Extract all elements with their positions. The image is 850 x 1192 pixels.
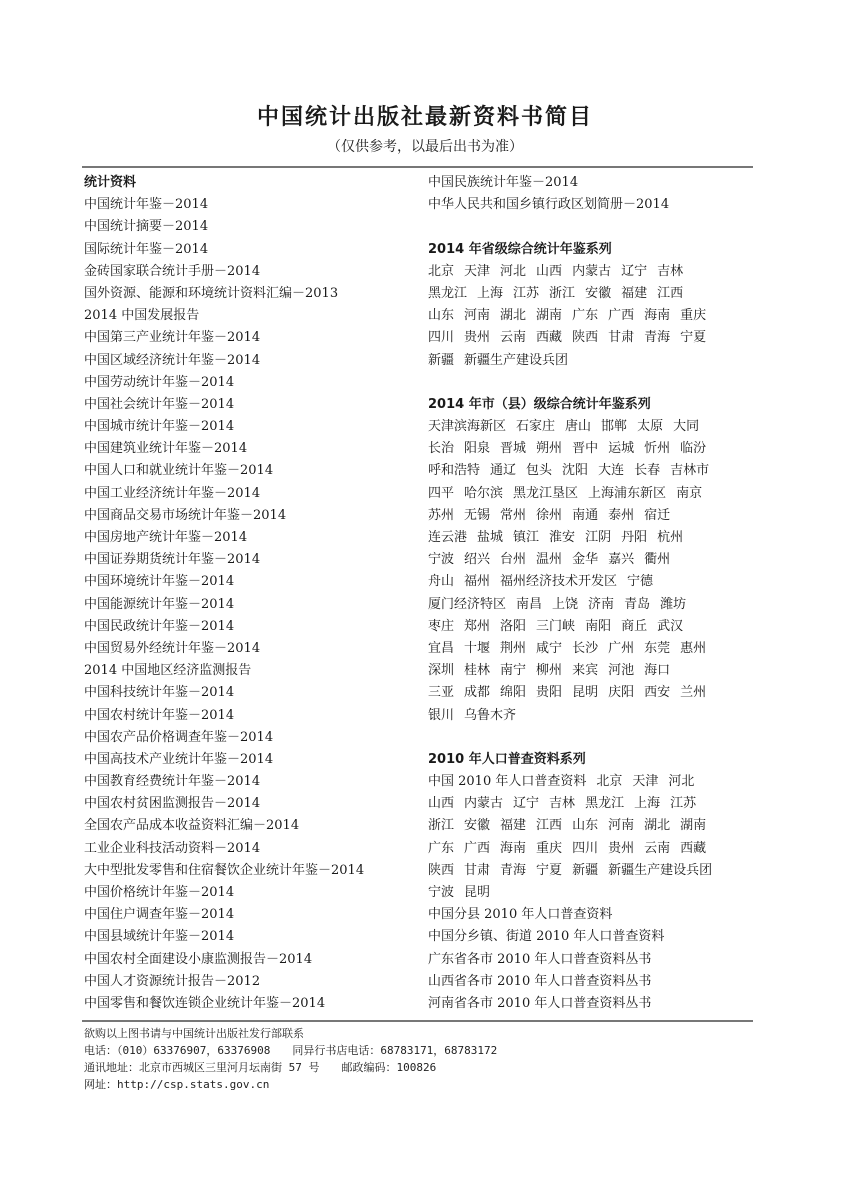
region-name: 宁德 xyxy=(627,574,654,590)
list-item: 中国商品交易市场统计年鉴－2014 xyxy=(84,507,287,523)
region-name: 台州 xyxy=(500,552,527,568)
region-name: 宁波 xyxy=(428,552,455,568)
region-row xyxy=(428,549,753,571)
list-item: 工业企业科技活动资料－2014 xyxy=(84,840,261,856)
region-name: 辽宁 xyxy=(513,796,540,812)
region-name: 广西 xyxy=(464,840,491,856)
region-name: 晋城 xyxy=(500,441,527,457)
list-item: 中国教育经费统计年鉴－2014 xyxy=(84,774,261,790)
region-row xyxy=(428,838,753,860)
region-name: 重庆 xyxy=(680,308,707,324)
list-item: 中国能源统计年鉴－2014 xyxy=(84,596,235,612)
region-name: 黑龙江垦区 xyxy=(513,485,579,501)
region-row xyxy=(428,882,753,904)
list-item: 中国社会统计年鉴－2014 xyxy=(84,396,235,412)
page-title: 中国统计出版社最新资料书简目 xyxy=(256,105,593,130)
region-name: 上饶 xyxy=(552,596,579,612)
list-item: 中国城市统计年鉴－2014 xyxy=(84,419,235,435)
region-name: 包头 xyxy=(526,463,553,479)
region-name: 上海 xyxy=(634,796,661,812)
region-name: 太原 xyxy=(637,419,664,435)
region-name: 枣庄 xyxy=(428,618,455,634)
list-item: 中国价格统计年鉴－2014 xyxy=(84,885,235,900)
region-name: 运城 xyxy=(608,441,635,457)
page-subtitle: （仅供参考，以最后出书为准） xyxy=(327,139,523,155)
region-name: 深圳 xyxy=(428,663,455,679)
region-name: 石家庄 xyxy=(516,419,556,435)
region-name: 内蒙古 xyxy=(464,796,504,812)
region-name: 泰州 xyxy=(608,507,635,523)
region-name: 天津 xyxy=(464,263,491,279)
region-name: 金华 xyxy=(572,552,599,568)
region-name: 福建 xyxy=(500,818,527,834)
region-row xyxy=(428,283,753,305)
list-item: 中国统计摘要－2014 xyxy=(84,219,209,235)
region-name: 海南 xyxy=(644,308,671,324)
website-line: 网址：http://csp.stats.gov.cn xyxy=(84,1078,270,1091)
region-name: 四川 xyxy=(572,840,599,856)
region-name: 天津 xyxy=(632,774,659,790)
region-name: 十堰 xyxy=(464,640,491,656)
region-name: 东莞 xyxy=(644,640,671,656)
region-row xyxy=(428,305,753,327)
region-name: 济南 xyxy=(588,596,615,612)
region-row xyxy=(428,815,753,837)
region-name: 长治 xyxy=(428,441,455,457)
region-name: 江苏 xyxy=(670,796,697,812)
region-name: 云南 xyxy=(644,840,671,856)
region-row xyxy=(428,660,753,682)
list-item: 中国分乡镇、街道 2010 年人口普查资料 xyxy=(428,929,665,945)
region-name: 河北 xyxy=(668,774,695,790)
region-name: 江西 xyxy=(657,285,684,301)
region-name: 广州 xyxy=(608,640,635,656)
region-name: 绍兴 xyxy=(464,552,491,568)
section-heading-provincial: 2014 年省级综合统计年鉴系列 xyxy=(428,241,612,257)
region-name: 呼和浩特 xyxy=(428,463,481,479)
region-name: 云南 xyxy=(500,330,527,346)
region-name: 天津滨海新区 xyxy=(428,419,507,435)
region-row xyxy=(428,327,753,349)
left-column xyxy=(84,172,414,1015)
provincial-list xyxy=(428,261,753,372)
region-name: 江阴 xyxy=(585,530,612,545)
region-name: 衢州 xyxy=(644,552,671,568)
region-name: 广东 xyxy=(428,840,455,856)
region-name: 山西 xyxy=(428,796,455,812)
list-item: 中国环境统计年鉴－2014 xyxy=(84,574,235,590)
region-row xyxy=(428,682,753,704)
region-name: 阳泉 xyxy=(464,441,491,457)
region-name: 福州经济技术开发区 xyxy=(500,574,618,590)
region-name: 南通 xyxy=(572,507,599,523)
region-name: 长沙 xyxy=(572,640,599,656)
region-name: 江西 xyxy=(536,818,563,834)
region-name: 贵阳 xyxy=(536,685,563,701)
region-row xyxy=(428,527,753,549)
region-name: 青海 xyxy=(644,330,671,346)
region-row xyxy=(428,438,753,460)
list-item: 广东省各市 2010 年人口普查资料丛书 xyxy=(428,951,652,967)
contact-footer xyxy=(84,1025,764,1093)
region-name: 厦门经济特区 xyxy=(428,596,507,612)
section-heading-census: 2010 年人口普查资料系列 xyxy=(428,751,586,767)
region-name: 沈阳 xyxy=(562,463,589,479)
list-item: 中国科技统计年鉴－2014 xyxy=(84,685,235,701)
region-name: 河南 xyxy=(464,308,491,324)
region-name: 潍坊 xyxy=(660,596,687,612)
region-name: 镇江 xyxy=(513,530,540,545)
region-name: 三亚 xyxy=(428,685,455,701)
region-name: 连云港 xyxy=(428,530,468,545)
region-name: 湖南 xyxy=(680,818,707,834)
region-name: 河池 xyxy=(608,663,635,679)
list-item: 中国农村贫困监测报告－2014 xyxy=(84,796,261,812)
list-item: 中国民族统计年鉴－2014 xyxy=(428,175,579,190)
region-name: 大同 xyxy=(673,419,700,435)
region-row xyxy=(428,261,753,283)
region-name: 宜昌 xyxy=(428,640,455,656)
region-name: 广东 xyxy=(572,308,599,324)
region-name: 杭州 xyxy=(657,530,684,545)
region-row xyxy=(428,483,753,505)
region-name: 大连 xyxy=(598,463,625,479)
region-name: 成都 xyxy=(464,685,491,701)
region-name: 上海 xyxy=(477,285,504,301)
list-item: 金砖国家联合统计手册－2014 xyxy=(84,263,261,279)
region-name: 西藏 xyxy=(680,840,707,856)
list-item: 中国农产品价格调查年鉴－2014 xyxy=(84,729,274,745)
region-row xyxy=(428,771,753,793)
region-name: 新疆 xyxy=(572,862,599,878)
right-column xyxy=(428,172,753,1015)
region-name: 唐山 xyxy=(565,419,592,435)
region-name: 西安 xyxy=(644,685,671,701)
region-name: 海口 xyxy=(644,663,671,679)
region-name: 海南 xyxy=(500,840,527,856)
region-name: 湖北 xyxy=(644,818,671,834)
region-name: 陕西 xyxy=(428,862,455,878)
region-name: 福建 xyxy=(621,285,648,301)
region-name: 银川 xyxy=(428,707,455,723)
region-row xyxy=(428,460,753,482)
region-name: 宁夏 xyxy=(680,330,707,346)
region-name: 甘肃 xyxy=(464,862,491,878)
region-name: 山东 xyxy=(572,818,599,834)
list-item: 中国人才资源统计报告－2012 xyxy=(84,973,261,989)
list-item: 中国县域统计年鉴－2014 xyxy=(84,929,235,945)
region-name: 丹阳 xyxy=(621,530,648,545)
region-name: 来宾 xyxy=(572,663,599,679)
region-name: 黑龙江 xyxy=(428,285,468,301)
bottom-divider xyxy=(82,1020,753,1022)
region-name: 四川 xyxy=(428,330,455,346)
list-item: 中国房地产统计年鉴－2014 xyxy=(84,530,248,545)
region-name: 吉林 xyxy=(657,263,684,279)
region-name: 苏州 xyxy=(428,507,455,523)
region-name: 临汾 xyxy=(680,441,707,457)
region-name: 惠州 xyxy=(680,640,707,656)
list-item: 大中型批发零售和住宿餐饮企业统计年鉴－2014 xyxy=(84,862,365,878)
region-name: 忻州 xyxy=(644,441,671,457)
region-name: 青海 xyxy=(500,862,527,878)
region-name: 四平 xyxy=(428,485,455,501)
region-name: 宁波 xyxy=(428,885,455,900)
phone-line: 电话：（010）63376907，63376908 同异行书店电话：68783171，68783172 xyxy=(84,1044,498,1057)
region-name: 晋中 xyxy=(572,441,599,457)
list-item: 全国农产品成本收益资料汇编－2014 xyxy=(84,818,300,834)
region-name: 兰州 xyxy=(680,685,707,701)
top-divider xyxy=(82,166,753,168)
region-row xyxy=(428,793,753,815)
region-name: 盐城 xyxy=(477,530,504,545)
list-item: 中国第三产业统计年鉴－2014 xyxy=(84,330,261,346)
region-name: 郑州 xyxy=(464,618,491,634)
region-name: 宁夏 xyxy=(536,862,563,878)
region-row xyxy=(428,571,753,593)
region-name: 北京 xyxy=(596,774,623,790)
book-list xyxy=(84,194,414,1015)
section-heading-statistics: 统计资料 xyxy=(84,175,137,190)
region-name: 嘉兴 xyxy=(608,552,635,568)
section-heading-city: 2014 年市（县）级综合统计年鉴系列 xyxy=(428,396,651,412)
region-name: 江苏 xyxy=(513,285,540,301)
region-name: 南昌 xyxy=(516,596,543,612)
region-name: 朔州 xyxy=(536,441,563,457)
region-name: 洛阳 xyxy=(500,618,527,634)
region-row xyxy=(428,616,753,638)
list-item: 山西省各市 2010 年人口普查资料丛书 xyxy=(428,973,652,989)
region-row xyxy=(428,416,753,438)
region-name: 邯郸 xyxy=(601,419,628,435)
region-name: 新疆生产建设兵团 xyxy=(464,352,569,368)
spacer xyxy=(428,727,753,749)
region-name: 三门峡 xyxy=(536,618,576,634)
region-name: 浙江 xyxy=(549,285,576,301)
list-item: 中国人口和就业统计年鉴－2014 xyxy=(84,463,274,479)
spacer xyxy=(428,372,753,394)
list-item: 中国农村全面建设小康监测报告－2014 xyxy=(84,951,313,967)
list-item: 2014 中国发展报告 xyxy=(84,308,200,324)
region-row xyxy=(428,860,753,882)
list-item: 中国统计年鉴－2014 xyxy=(84,197,209,213)
region-name: 湖南 xyxy=(536,308,563,324)
region-name: 广西 xyxy=(608,308,635,324)
list-item: 中国住户调查年鉴－2014 xyxy=(84,907,235,923)
region-name: 山西 xyxy=(536,263,563,279)
region-name: 无锡 xyxy=(464,507,491,523)
region-name: 武汉 xyxy=(657,618,684,634)
region-name: 吉林市 xyxy=(670,463,710,479)
region-name: 河南 xyxy=(608,818,635,834)
region-name: 绵阳 xyxy=(500,685,527,701)
region-name: 柳州 xyxy=(536,663,563,679)
region-name: 中国 2010 年人口普查资料 xyxy=(428,774,587,790)
list-item: 中国证券期货统计年鉴－2014 xyxy=(84,552,261,568)
region-row xyxy=(428,594,753,616)
spacer xyxy=(428,216,753,238)
list-item: 中国区域经济统计年鉴－2014 xyxy=(84,352,261,368)
census-book-list xyxy=(428,904,753,1015)
region-name: 乌鲁木齐 xyxy=(464,707,517,723)
region-name: 安徽 xyxy=(464,818,491,834)
region-name: 吉林 xyxy=(549,796,576,812)
region-name: 安徽 xyxy=(585,285,612,301)
list-item: 河南省各市 2010 年人口普查资料丛书 xyxy=(428,995,652,1011)
list-item: 中国劳动统计年鉴－2014 xyxy=(84,374,235,390)
list-item: 中国高技术产业统计年鉴－2014 xyxy=(84,751,274,767)
region-name: 贵州 xyxy=(608,840,635,856)
region-name: 贵州 xyxy=(464,330,491,346)
region-name: 荆州 xyxy=(500,640,527,656)
region-name: 重庆 xyxy=(536,840,563,856)
region-row xyxy=(428,638,753,660)
list-item: 中国建筑业统计年鉴－2014 xyxy=(84,441,248,457)
region-name: 山东 xyxy=(428,308,455,324)
region-row xyxy=(428,350,753,372)
census-region-list xyxy=(428,771,753,904)
region-name: 南京 xyxy=(676,485,703,501)
region-name: 西藏 xyxy=(536,330,563,346)
list-item: 中国农村统计年鉴－2014 xyxy=(84,707,235,723)
region-name: 桂林 xyxy=(464,663,491,679)
list-item: 中国分县 2010 年人口普查资料 xyxy=(428,907,613,923)
region-row xyxy=(428,505,753,527)
region-name: 庆阳 xyxy=(608,685,635,701)
region-name: 昆明 xyxy=(572,685,599,701)
region-name: 温州 xyxy=(536,552,563,568)
region-name: 福州 xyxy=(464,574,491,590)
region-name: 北京 xyxy=(428,263,455,279)
region-name: 淮安 xyxy=(549,530,576,545)
contact-line: 欲购以上图书请与中国统计出版社发行部联系 xyxy=(84,1027,304,1040)
region-name: 南阳 xyxy=(585,618,612,634)
region-name: 甘肃 xyxy=(608,330,635,346)
region-name: 昆明 xyxy=(464,885,491,900)
region-name: 青岛 xyxy=(624,596,651,612)
list-item: 中华人民共和国乡镇行政区划简册－2014 xyxy=(428,197,670,213)
region-name: 新疆生产建设兵团 xyxy=(608,862,713,878)
region-name: 辽宁 xyxy=(621,263,648,279)
region-name: 咸宁 xyxy=(536,640,563,656)
region-name: 通辽 xyxy=(490,463,517,479)
list-item: 国际统计年鉴－2014 xyxy=(84,241,209,257)
region-name: 新疆 xyxy=(428,352,455,368)
list-item: 中国零售和餐饮连锁企业统计年鉴－2014 xyxy=(84,995,326,1011)
region-name: 陕西 xyxy=(572,330,599,346)
city-list xyxy=(428,416,753,727)
region-name: 河北 xyxy=(500,263,527,279)
list-item: 中国贸易外经统计年鉴－2014 xyxy=(84,640,261,656)
region-name: 黑龙江 xyxy=(585,796,625,812)
region-name: 宿迁 xyxy=(644,507,671,523)
region-name: 舟山 xyxy=(428,574,455,590)
list-item: 中国工业经济统计年鉴－2014 xyxy=(84,485,261,501)
region-row xyxy=(428,705,753,727)
book-list-top xyxy=(428,172,753,216)
region-name: 长春 xyxy=(634,463,661,479)
region-name: 湖北 xyxy=(500,308,527,324)
list-item: 国外资源、能源和环境统计资料汇编－2013 xyxy=(84,285,339,301)
region-name: 内蒙古 xyxy=(572,263,612,279)
region-name: 常州 xyxy=(500,507,527,523)
list-item: 2014 中国地区经济监测报告 xyxy=(84,663,252,679)
address-line: 通讯地址：北京市西城区三里河月坛南街 57 号 邮政编码：100826 xyxy=(84,1061,437,1074)
region-name: 徐州 xyxy=(536,507,563,523)
list-item: 中国民政统计年鉴－2014 xyxy=(84,618,235,634)
region-name: 南宁 xyxy=(500,663,527,679)
region-name: 商丘 xyxy=(621,618,648,634)
region-name: 浙江 xyxy=(428,818,455,834)
region-name: 上海浦东新区 xyxy=(588,485,667,501)
region-name: 哈尔滨 xyxy=(464,485,504,501)
